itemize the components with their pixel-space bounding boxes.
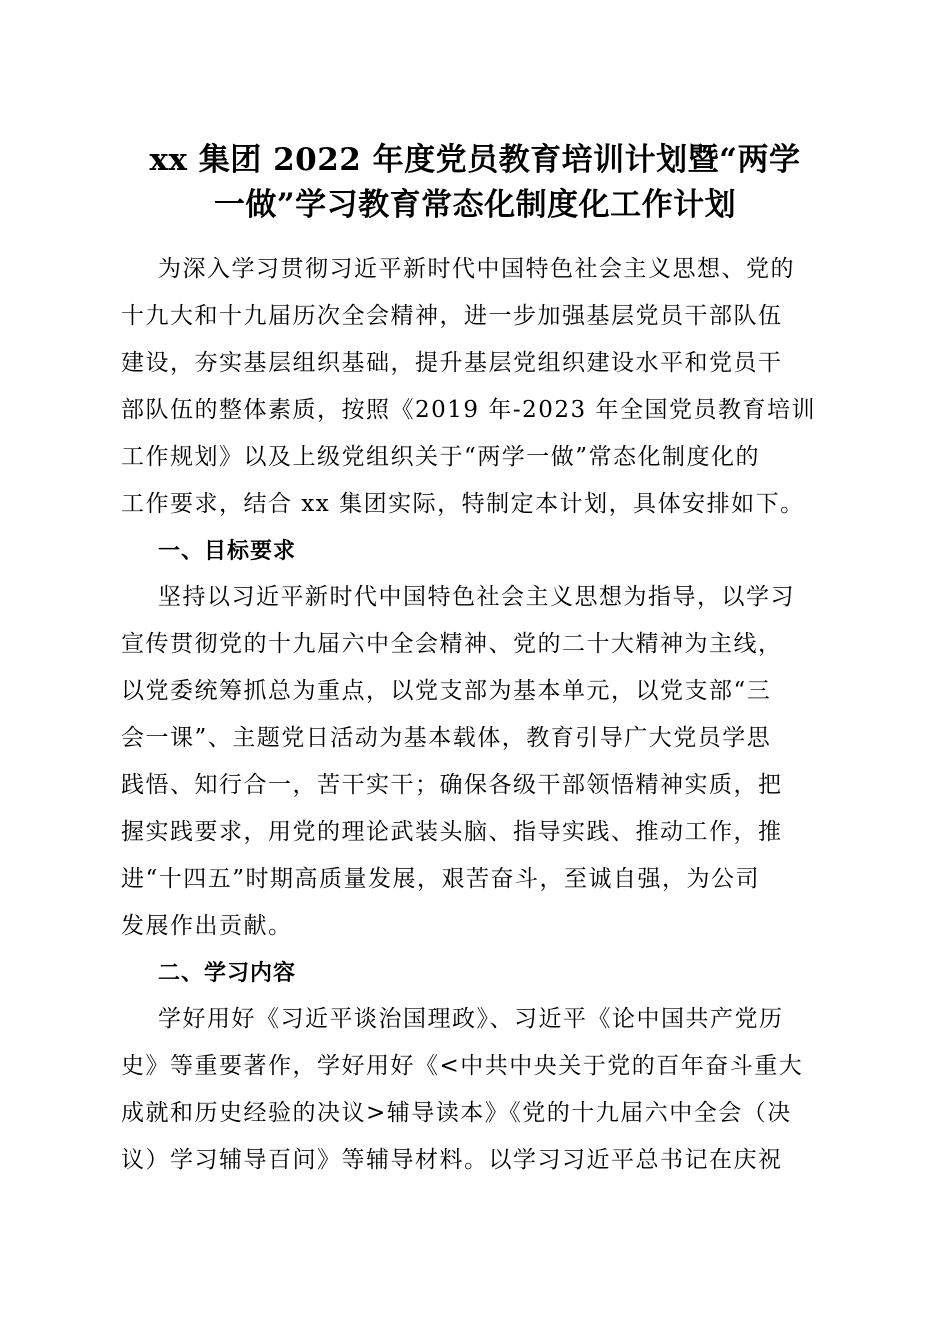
paragraph-line: 会一课”、主题党日活动为基本载体，教育引导广大党员学思 <box>121 725 772 751</box>
goals-paragraph <box>121 574 825 950</box>
paragraph-line: 建设，夯实基层组织基础，提升基层党组织建设水平和党员干 <box>121 350 783 376</box>
paragraph-line: 进“十四五”时期高质量发展，艰苦奋斗，至诚自强，为公司 <box>121 866 761 892</box>
paragraph-line: 史》等重要著作，学好用好《<中共中央关于党的百年奋斗重大 <box>121 1053 804 1079</box>
document-title <box>100 138 850 228</box>
paragraph-line: 工作规划》以及上级党组织关于“两学一做”常态化制度化的 <box>121 444 761 470</box>
paragraph-line: 部队伍的整体素质，按照《2019 年-2023 年全国党员教育培训 <box>121 397 816 423</box>
paragraph-line: 握实践要求，用党的理论武装头脑、指导实践、推动工作，推 <box>121 819 783 845</box>
document-body <box>121 246 825 1184</box>
paragraph-line: 坚持以习近平新时代中国特色社会主义思想为指导，以学习 <box>158 584 795 610</box>
paragraph-line: 成就和历史经验的决议>辅导读本》《党的十九届六中全会（决 <box>121 1100 792 1126</box>
intro-paragraph <box>121 246 825 528</box>
content-paragraph <box>121 996 825 1184</box>
paragraph-line: 学好用好《习近平谈治国理政》、习近平《论中国共产党历 <box>158 1006 784 1032</box>
paragraph-line: 工作要求，结合 xx 集团实际，特制定本计划，具体安排如下。 <box>121 491 805 517</box>
paragraph-line: 发展作出贡献。 <box>121 913 293 939</box>
paragraph-line: 十九大和十九届历次全会精神，进一步加强基层党员干部队伍 <box>121 303 783 329</box>
paragraph-line: 宣传贯彻党的十九届六中全会精神、党的二十大精神为主线， <box>121 631 783 657</box>
section-heading-content: 二、学习内容 <box>158 961 297 986</box>
paragraph-line: 为深入学习贯彻习近平新时代中国特色社会主义思想、党的 <box>158 256 795 282</box>
section-heading-goals: 一、目标要求 <box>158 539 297 564</box>
paragraph-line: 议）学习辅导百问》等辅导材料。以学习习近平总书记在庆祝 <box>121 1147 783 1173</box>
title-line: 一做”学习教育常态化制度化工作计划 <box>213 187 737 223</box>
title-line: xx 集团 2022 年度党员教育培训计划暨“两学 <box>149 142 801 178</box>
paragraph-line: 践悟、知行合一，苦干实干；确保各级干部领悟精神实质，把 <box>121 772 783 798</box>
paragraph-line: 以党委统筹抓总为重点，以党支部为基本单元，以党支部“三 <box>121 678 772 704</box>
